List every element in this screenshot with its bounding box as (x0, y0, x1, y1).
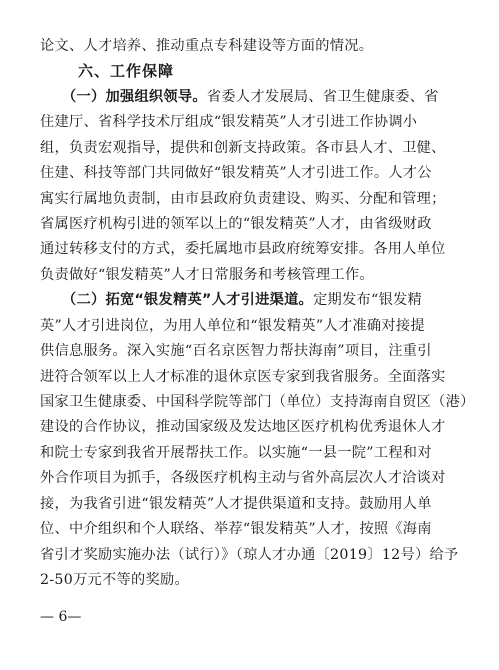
paragraph2-line: 2-50万元不等的奖励。 (40, 572, 189, 588)
paragraph2-line: 省引才奖励实施办法（试行）》（琼人才办通〔2019〕12号）给予 (40, 547, 459, 563)
paragraph1-line: 省委人才发展局、省卫生健康委、省 (206, 89, 439, 105)
paragraph2-line: 外合作项目为抓手，各级医疗机构主动与省外高层次人才洽谈对 (40, 470, 446, 486)
paragraph1-line: 住建、科技等部门共同做好“银发精英”人才引进工作。人才公 (40, 165, 432, 181)
intro-line: 论文、人才培养、推动重点专科建设等方面的情况。 (40, 38, 374, 54)
paragraph1-line: 负责做好“银发精英”人才日常服务和考核管理工作。 (40, 267, 374, 283)
paragraph1-line: 住建厅、省科学技术厅组成“银发精英”人才引进工作协调小 (40, 114, 418, 130)
paragraph2-title: （二）拓宽“银发精英”人才引进渠道。 (62, 292, 314, 308)
paragraph2-line: 和院士专家到我省开展帮扶工作。以实施“一县一院”工程和对 (40, 445, 432, 461)
section-heading: 六、工作保障 (78, 62, 175, 80)
paragraph1-line: 省属医疗机构引进的领军以上的“银发精英”人才，由省级财政 (40, 216, 432, 232)
paragraph1-title: （一）加强组织领导。 (62, 89, 207, 105)
paragraph1-first-line (62, 87, 492, 107)
paragraph2-line: 国家卫生健康委、中国科学院等部门（单位）支持海南自贸区（港） (40, 394, 475, 410)
paragraph2-line: 定期发布“银发精 (313, 292, 423, 308)
paragraph2-line: 供信息服务。深入实施“百名京医智力帮扶海南”项目，注重引 (40, 343, 432, 359)
paragraph1-line: 寓实行属地负责制，由市县政府负责建设、购买、分配和管理； (40, 191, 446, 207)
paragraph1-line: 通过转移支付的方式，委托属地市县政府统筹安排。各用人单位 (40, 241, 446, 257)
paragraph2-first-line (62, 290, 492, 310)
paragraph2-line: 位、中介组织和个人联络、举荐“银发精英”人才，按照《海南 (40, 521, 432, 537)
paragraph2-line: 英”人才引进岗位，为用人单位和“银发精英”人才准确对接提 (40, 318, 425, 334)
paragraph2-line: 接，为我省引进“银发精英”人才提供渠道和支持。鼓励用人单 (40, 496, 432, 512)
paragraph2-line: 建设的合作协议，推动国家级及发达地区医疗机构优秀退休人才 (40, 419, 446, 435)
paragraph1-line: 组，负责宏观指导，提供和创新支持政策。各市县人才、卫健、 (40, 140, 446, 156)
paragraph2-line: 进符合领军以上人才标准的退休京医专家到我省服务。全面落实 (40, 369, 446, 385)
page-number: — 6— (40, 609, 82, 625)
